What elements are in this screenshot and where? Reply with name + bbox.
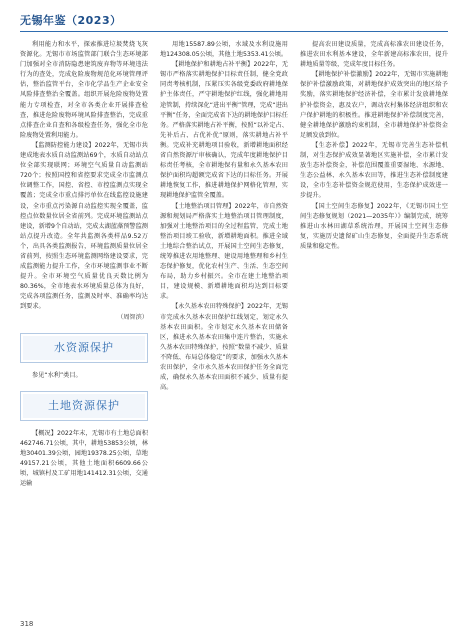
column-1 bbox=[20, 40, 148, 628]
running-header bbox=[20, 10, 448, 32]
section-title: 水资源保护 bbox=[54, 340, 114, 354]
yearbook-title: 无锡年鉴（2023） bbox=[20, 14, 122, 27]
cross-reference: 参见“水利”类目。 bbox=[32, 371, 82, 379]
paragraph: 【监测防控能力建设】2022年，无锡市共建成地表水质自动监测站69个，水质自动站点位全部实现联网；环境空气质量自动监测站720个；按照国控和省控要求完成全市监测点位调整工作，国控、省控、市控监测点实现全覆盖；完成全市重点排污单位在线监控设施建设，全市重点污染源自动监控实现全覆盖，监控点位数量位居全省前列。完成环境监测站点建设，新增9个自动站，完成太湖蓝藻预警监测站点提升改造。全年共监测各类样品9.52万个，出具各类监测报告，环境监测质量位居全省前列，按照生态环境监测网络建设要求，完成监测能力提升工作，全市环境监测事业不断提升。全市环境空气质量优良天数比例为80.36%，全市地表水环境质量总体为良好，完成各项监测任务，监测及时率、准确率均达到要求。 bbox=[20, 141, 148, 311]
section-title: 土地资源保护 bbox=[48, 398, 120, 412]
header-rule bbox=[20, 31, 448, 33]
column-3 bbox=[300, 40, 448, 628]
paragraph: 【国土空间生态修复】2022年，《无锡市国土空间生态修复规划（2021—2035年）》编制完成，统筹推进山水林田湖草系统治理，开展国土空间生态修复，实施历史遗留矿山生态修复，全面提升生态系统质量和稳定性。 bbox=[300, 202, 448, 250]
paragraph: 用地15587.89公顷，水域及水利设施用地124308.05公顷，其他土地5353.41公顷。 bbox=[160, 41, 288, 59]
section-banner-water bbox=[20, 333, 148, 363]
paragraph: 利用能力和水平，探索推进垃圾焚烧飞灰资源化。无锡市市场监管部门联合生态环境部门加强对全市消防隐患建筑废弃物等环境违法行为的查处，完成危险废物规范化环境管理评估，整治监管平台，全市化学品生产企业安全风险排查整治全覆盖。组织开展危险废物处置能力专项检查，对全市各类企业开展排查检查，推进危险废物环境风险排查整治，完成重点排查企业自查和各级检查任务，强化全市危险废物处置利用能力。 bbox=[20, 41, 148, 139]
section-banner-land bbox=[20, 391, 148, 421]
paragraph: 【生态补偿】2022年，无锡市完善生态补偿机制，对生态保护成效显著地区实施补偿，全市累计发放生态补偿资金，补偿范围覆盖重要湿地、水源地、生态公益林、永久基本农田等，推进生态补偿制度建设，全市生态补偿资金规范使用，生态保护成效进一步提升。 bbox=[300, 141, 448, 200]
author-credit: （周智滨） bbox=[117, 313, 148, 321]
paragraph: 提高农田建设质量，完成高标准农田建设任务，推进农田水利基本建设，全年新建高标准农田，提升耕地质量等级，完成年度目标任务。 bbox=[300, 41, 448, 69]
paragraph: 【耕地保护补偿激励】2022年，无锡市实施耕地保护补偿激励政策，对耕地保护成效突出的地区给予奖励，落实耕地保护经济补偿，全市累计发放耕地保护补偿资金，惠及农户，调动农村集体经济组织和农户保护耕地的积极性。推进耕地保护补偿制度完善，健全耕地保护激励约束机制，全市耕地保护补偿资金足额发放到位。 bbox=[300, 71, 448, 139]
paragraph: 【永久基本农田特殊保护】2022年，无锡市完成永久基本农田保护红线划定，划定永久基本农田面积。全市划定永久基本农田储备区，推进永久基本农田集中连片整治，实施永久基本农田特殊保护，按照“数量不减少、质量不降低、布局总体稳定”的要求，加强永久基本农田保护，全市永久基本农田保护任务全面完成，确保永久基本农田面积不减少、质量有提高。 bbox=[160, 303, 288, 392]
column-2 bbox=[160, 40, 288, 628]
page-number: 318 bbox=[20, 620, 34, 628]
paragraph: 【概况】2022年末，无锡市有土地总面积462746.71公顷，其中，耕地53853公顷，林地30401.39公顷，园地19378.25公顷，草地49157.21公顷，其他土地面积6609.66公顷，城镇村及工矿用地141412.31公顷，交通运输 bbox=[20, 429, 148, 488]
paragraph: 【耕地保护和耕地占补平衡】2022年，无锡市严格落实耕地保护目标责任制，健全党政同责考核机制，压紧压实各级党委政府耕地保护主体责任，严守耕地保护红线，强化耕地用途管制，持续深化“进出平衡”管理，完成“进出平衡”任务，全面完成省下达的耕地保护目标任务。严格落实耕地占补平衡，按照“以补定占、先补后占、占优补优”原则，落实耕地占补平衡。完成补充耕地项目验收，新增耕地面积经省自然资源厅审核确认，完成年度耕地保护目标责任考核，全市耕地保有量和永久基本农田保护面积均超额完成省下达的目标任务。开展耕地恢复工作，推进耕地保护网格化管理，实现耕地保护监管全覆盖。 bbox=[160, 61, 288, 200]
paragraph: 【土地整治项目管理】2022年，市自然资源和规划局严格落实土地整治项目管理制度，加强对土地整治项目的全过程监管，完成土地整治项目竣工验收，新增耕地面积。推进全域土地综合整治试点，开展国土空间生态修复，统筹推进农用地整理、建设用地整理和乡村生态保护修复，优化农村生产、生活、生态空间布局，助力乡村振兴。全市在建土地整治项目，建设规模、新增耕地面积均达到目标要求。 bbox=[160, 202, 288, 301]
